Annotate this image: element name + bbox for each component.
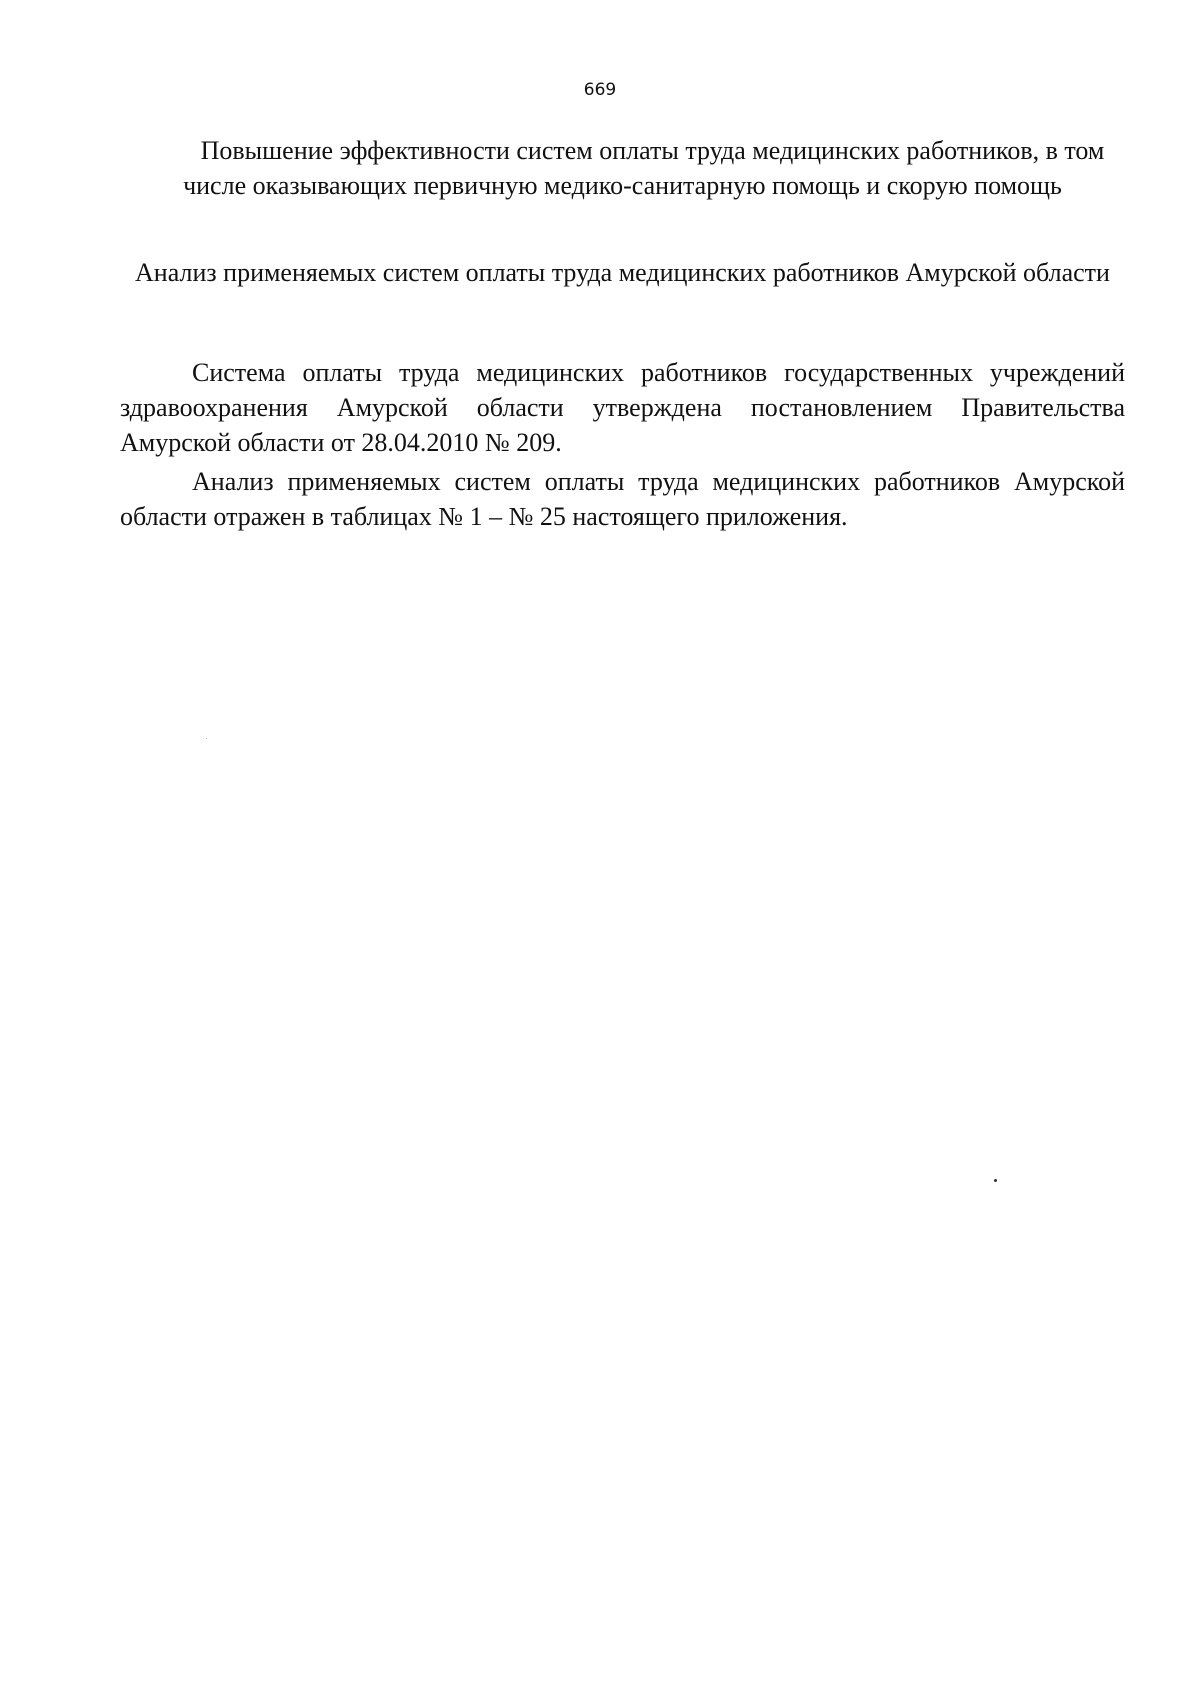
subsection-heading: Анализ применяемых систем оплаты труда медицинских работников Амурской области — [135, 258, 1110, 287]
body-text — [120, 355, 1125, 534]
paragraph-1: Система оплаты труда медицинских работников государственных учреждений здравоохранения Амурской области утверждена постановлением Правительства Амурской области от 28.04.2010 № 209. — [120, 358, 1125, 457]
section-heading-text: Повышение эффективности систем оплаты труда медицинских работников, в том числе оказывающих первичную медико-санитарную помощь и скорую помощь — [183, 136, 1105, 200]
section-heading — [120, 133, 1125, 203]
page-number: 669 — [583, 80, 617, 100]
paragraph-2: Анализ применяемых систем оплаты труда медицинских работников Амурской области отражен в таблицах № 1 – № 25 настоящего приложения. — [120, 467, 1125, 531]
scan-speck — [206, 738, 207, 739]
scan-speck — [994, 1179, 997, 1182]
